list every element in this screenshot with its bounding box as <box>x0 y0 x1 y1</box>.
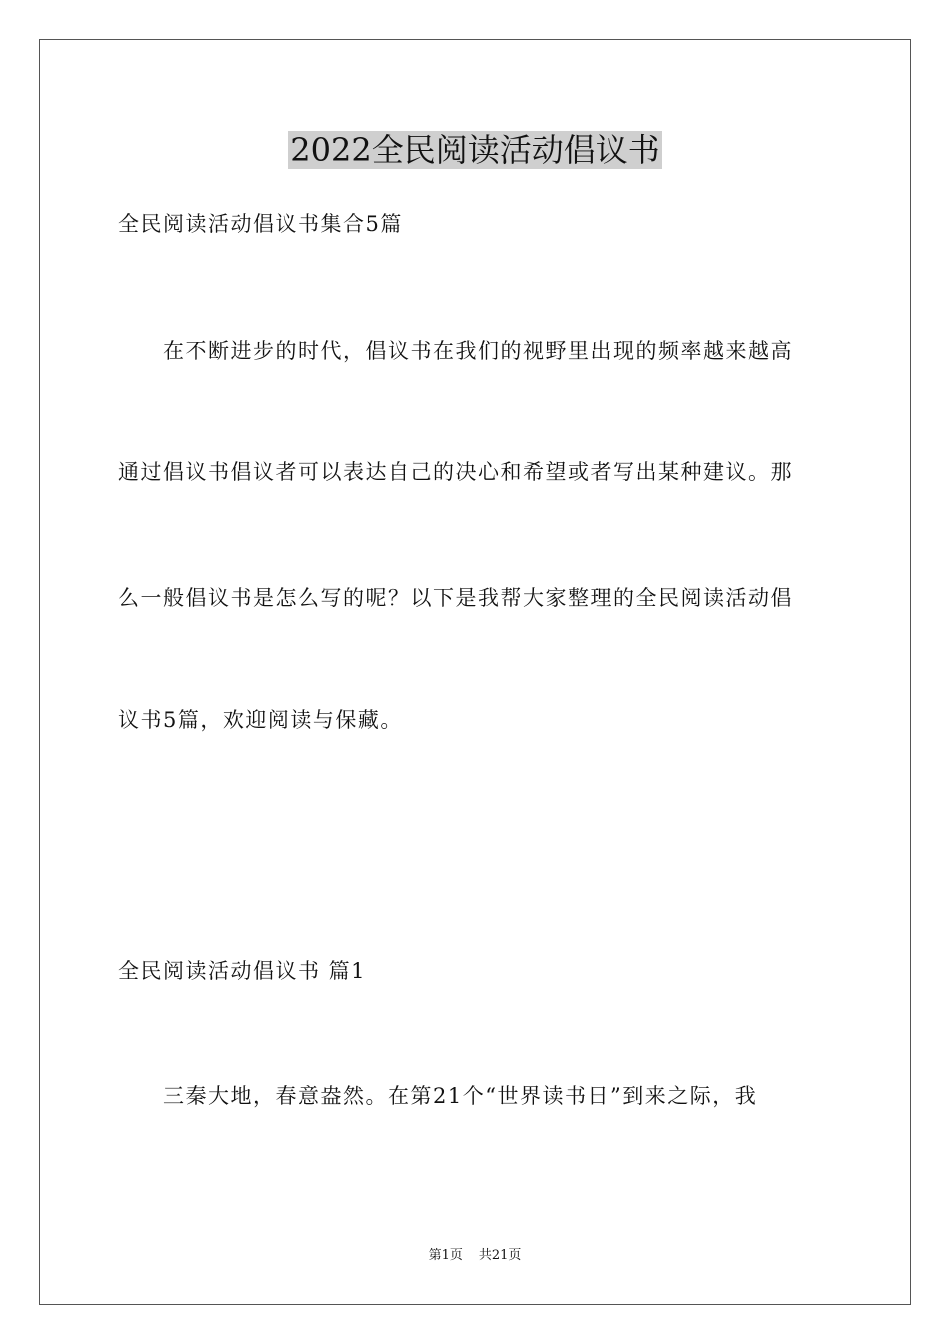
section-heading: 全民阅读活动倡议书 篇1 <box>118 959 367 983</box>
document-subtitle: 全民阅读活动倡议书集合5篇 <box>118 212 403 236</box>
intro-line-4: 议书5篇，欢迎阅读与保藏。 <box>118 708 403 732</box>
intro-line-1: 在不断进步的时代，倡议书在我们的视野里出现的频率越来越高 <box>118 339 793 363</box>
page-total: 共21页 <box>478 1248 522 1263</box>
page-footer <box>0 1247 950 1265</box>
intro-line-3: 么一般倡议书是怎么写的呢？以下是我帮大家整理的全民阅读活动倡 <box>118 586 793 610</box>
document-title-text: 2022全民阅读活动倡议书 <box>290 131 660 169</box>
page-number: 第1页 <box>428 1248 463 1263</box>
document-title <box>0 128 950 172</box>
intro-line-2: 通过倡议书倡议者可以表达自己的决心和希望或者写出某种建议。那 <box>118 460 793 484</box>
section-first-line: 三秦大地，春意盎然。在第21个“世界读书日”到来之际，我 <box>118 1084 758 1108</box>
